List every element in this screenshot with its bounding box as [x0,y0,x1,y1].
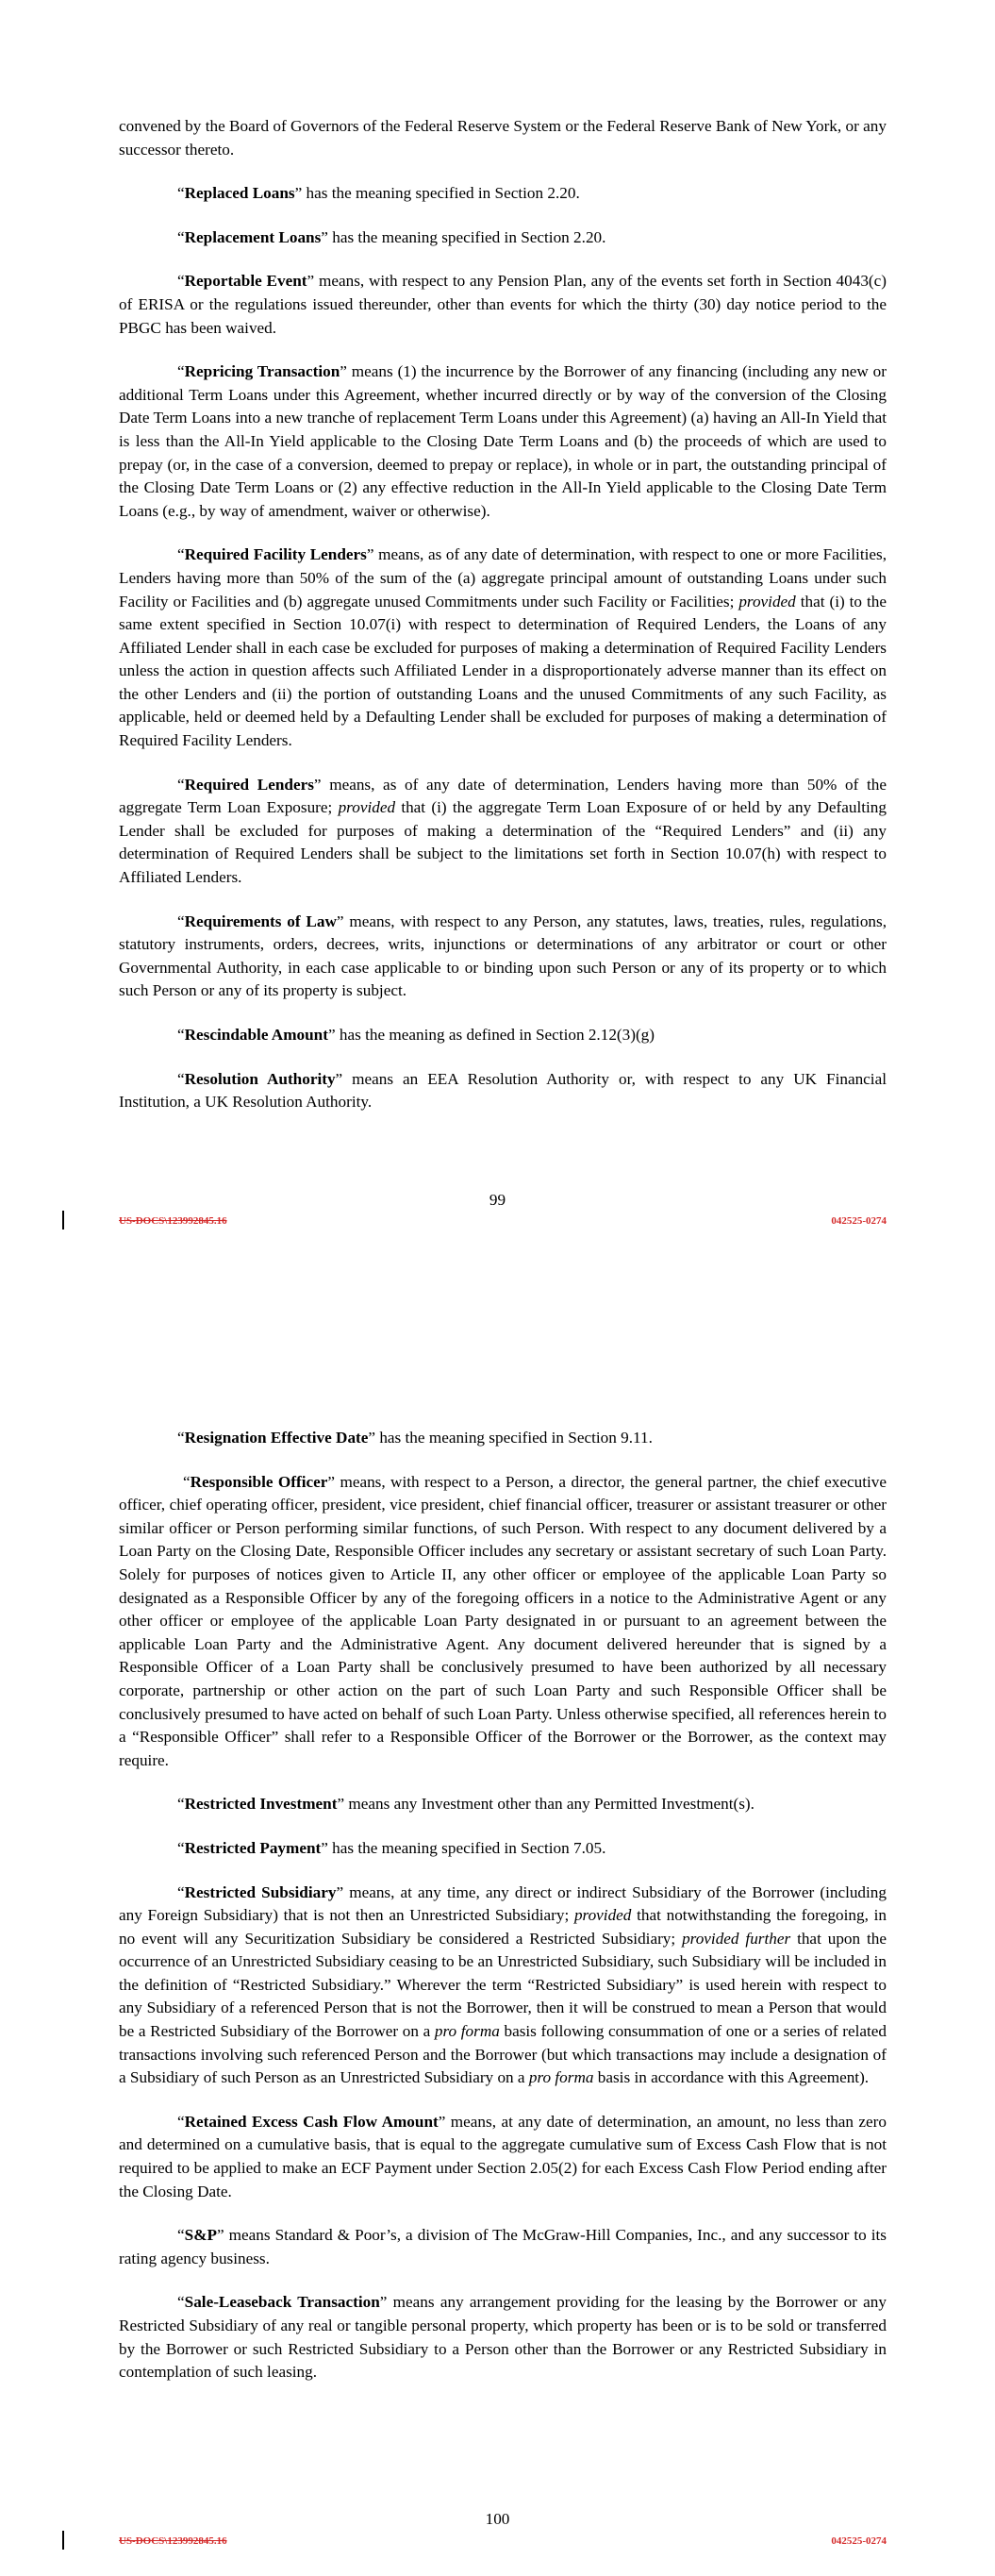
defined-term: Replaced Loans [184,184,295,203]
defined-term: Resignation Effective Date [184,1429,369,1447]
page-100-body [119,1427,887,2405]
page-number: 99 [489,1191,506,1209]
definition-retained-excess-cash-flow-amount: “Retained Excess Cash Flow Amount” means, at any date of determination, an amount, no less than zero and determined on a cumulative basis, that is equal to the aggregate cumulative sum of Excess Cash Flow that is not required to be applied to make an ECF Payment under Section 2.05(2) for each Excess Cash Flow Period ending after the Closing Date. [119,2112,887,2200]
definition-repricing-transaction: “Repricing Transaction” means (1) the incurrence by the Borrower of any financing (including any new or additional Term Loans under this Agreement, whether incurred directly or by way of the conversion of the Closing Date Term Loans into a new tranche of replacement Term Loans under this Agreement) (a) having an All-In Yield that is less than the All-In Yield applicable to the Closing Date Term Loans and (b) the proceeds of which are used to prepay (or, in the case of a conversion, deemed to prepay or replace), in whole or in part, the outstanding principal of the Closing Date Term Loans or (2) any effective reduction in the All-In Yield applicable to the Closing Date Term Loans (e.g., by way of amendment, waiver or otherwise). [119,362,887,520]
defined-term: Responsible Officer [190,1472,328,1491]
change-bar [62,1211,64,1229]
definition-restricted-investment: “Restricted Investment” means any Investment other than any Permitted Investment(s). [177,1795,755,1814]
defined-term: Restricted Payment [184,1838,322,1857]
definition-required-facility-lenders: “Required Facility Lenders” means, as of any date of determination, with respect to one or more Facilities, Lenders having more than 50% of the sum of the (a) aggregate principal amount of outstanding Loans under such Facility or Facilities and (b) aggregate unused Commitments under such Facility or Facilities; provided that (i) to the same extent specified in Section 10.07(i) with respect to determination of Required Lenders, the Loans of any Affiliated Lender shall in each case be excluded for purposes of making a determination of Required Facility Lenders unless the action in question affects such Affiliated Lender in a disproportionately adverse manner than its effect on the other Lenders and (ii) the portion of outstanding Loans and the unused Commitments of any such Facility, as applicable, held or deemed held by a Defaulting Lender shall be excluded for purposes of making a determination of Required Facility Lenders. [119,545,887,750]
change-bar [62,2531,64,2550]
defined-term: Rescindable Amount [184,1026,328,1044]
page-99 [0,0,995,1255]
defined-term: Retained Excess Cash Flow Amount [184,2112,439,2131]
defined-term: Required Facility Lenders [184,545,367,564]
defined-term: S&P [184,2226,218,2245]
defined-term: Reportable Event [184,272,307,291]
definition-required-lenders: “Required Lenders” means, as of any date of determination, Lenders having more than 50% of the aggregate Term Loan Exposure; provided that (i) the aggregate Term Loan Exposure of or held by any Defaulting Lender shall be excluded for purposes of making a determination of the “Required Lenders” and (ii) any determination of Required Lenders shall be subject to the limitations set forth in Section 10.07(h) with respect to Affiliated Lenders. [119,775,887,887]
defined-term: Sale-Leaseback Transaction [184,2293,380,2312]
page-100 [0,1397,995,2576]
page-footer [119,1215,887,1227]
continuation-paragraph: convened by the Board of Governors of the Federal Reserve System or the Federal Reserve Bank of New York, or any successor thereto. [119,117,887,159]
definition-resolution-authority: “Resolution Authority” means an EEA Resolution Authority or, with respect to any UK Financial Institution, a UK Resolution Authority. [119,1069,887,1112]
footer-doc-id: US-DOCS\123992845.16 [119,2535,227,2547]
definition-resignation-effective-date: “Resignation Effective Date” has the meaning specified in Section 9.11. [177,1429,653,1447]
footer-matter-number: 042525-0274 [831,1215,887,1227]
definition-responsible-officer: “Responsible Officer” means, with respect to a Person, a director, the general partner, the chief executive officer, chief operating officer, president, vice president, chief financial officer, treasurer or assistant treasurer or other similar officer or Person performing similar functions, of such Person. With respect to any document delivered by a Loan Party on the Closing Date, Responsible Officer includes any secretary or assistant secretary of such Loan Party. Solely for purposes of notices given to Article II, any other officer or employee of the applicable Loan Party so designated as a Responsible Officer by any of the foregoing officers in a notice to the Administrative Agent or any other officer or employee of the applicable Loan Party designated in or pursuant to an agreement between the applicable Loan Party and the Administrative Agent. Any document delivered hereunder that is signed by a Responsible Officer of a Loan Party shall be conclusively presumed to have been authorized by all necessary corporate, partnership or other action on the part of such Loan Party and such Responsible Officer shall be conclusively presumed to have acted on behalf of such Loan Party. Unless otherwise specified, all references herein to a “Responsible Officer” shall refer to a Responsible Officer of the Borrower or the Borrower, as the context may require. [119,1472,887,1769]
defined-term: Restricted Subsidiary [184,1882,337,1901]
definition-rescindable-amount: “Rescindable Amount” has the meaning as defined in Section 2.12(3)(g) [177,1026,655,1044]
defined-term: Repricing Transaction [184,362,340,381]
page-99-body [119,115,887,1135]
definition-restricted-payment: “Restricted Payment” has the meaning specified in Section 7.05. [177,1838,606,1857]
page-number: 100 [485,2510,510,2528]
footer-matter-number: 042525-0274 [831,2535,887,2547]
definition-sp: “S&P” means Standard & Poor’s, a division of The McGraw-Hill Companies, Inc., and any successor to its rating agency business. [119,2226,887,2267]
page-footer [119,2535,887,2547]
definition-replacement-loans: “Replacement Loans” has the meaning specified in Section 2.20. [177,227,606,246]
definition-restricted-subsidiary: “Restricted Subsidiary” means, at any time, any direct or indirect Subsidiary of the Borrower (including any Foreign Subsidiary) that is not then an Unrestricted Subsidiary; provided that notwithstanding the foregoing, in no event will any Securitization Subsidiary be considered a Restricted Subsidiary; provided further that upon the occurrence of an Unrestricted Subsidiary ceasing to be an Unrestricted Subsidiary, such Subsidiary will be included in the definition of “Restricted Subsidiary.” Wherever the term “Restricted Subsidiary” is used herein with respect to any Subsidiary of a referenced Person that is not the Borrower, then it will be construed to mean a Person that would be a Restricted Subsidiary of the Borrower on a pro forma basis following consummation of one or a series of related transactions involving such referenced Person and the Borrower (but which transactions may include a designation of a Subsidiary of such Person as an Unrestricted Subsidiary on a pro forma basis in accordance with this Agreement). [119,1882,887,2087]
definition-requirements-of-law: “Requirements of Law” means, with respect to any Person, any statutes, laws, treaties, rules, regulations, statutory instruments, orders, decrees, writs, injunctions or determinations of any arbitrator or court or other Governmental Authority, in each case applicable to or binding upon such Person or any of its property or to which such Person or any of its property is subject. [119,912,887,1000]
defined-term: Required Lenders [184,775,314,794]
defined-term: Requirements of Law [184,912,337,930]
definition-replaced-loans: “Replaced Loans” has the meaning specified in Section 2.20. [177,184,580,203]
definition-reportable-event: “Reportable Event” means, with respect to any Pension Plan, any of the events set forth in Section 4043(c) of ERISA or the regulations issued thereunder, other than events for which the thirty (30) day notice period to the PBGC has been waived. [119,272,887,337]
defined-term: Restricted Investment [184,1795,338,1814]
defined-term: Replacement Loans [184,227,322,246]
definition-sale-leaseback-transaction: “Sale-Leaseback Transaction” means any arrangement providing for the leasing by the Borrower or any Restricted Subsidiary of any real or tangible personal property, which property has been or is to be sold or transferred by the Borrower or such Restricted Subsidiary to a Person other than the Borrower or any Restricted Subsidiary in contemplation of such leasing. [119,2293,887,2382]
defined-term: Resolution Authority [184,1069,336,1088]
footer-doc-id: US-DOCS\123992845.16 [119,1215,227,1227]
